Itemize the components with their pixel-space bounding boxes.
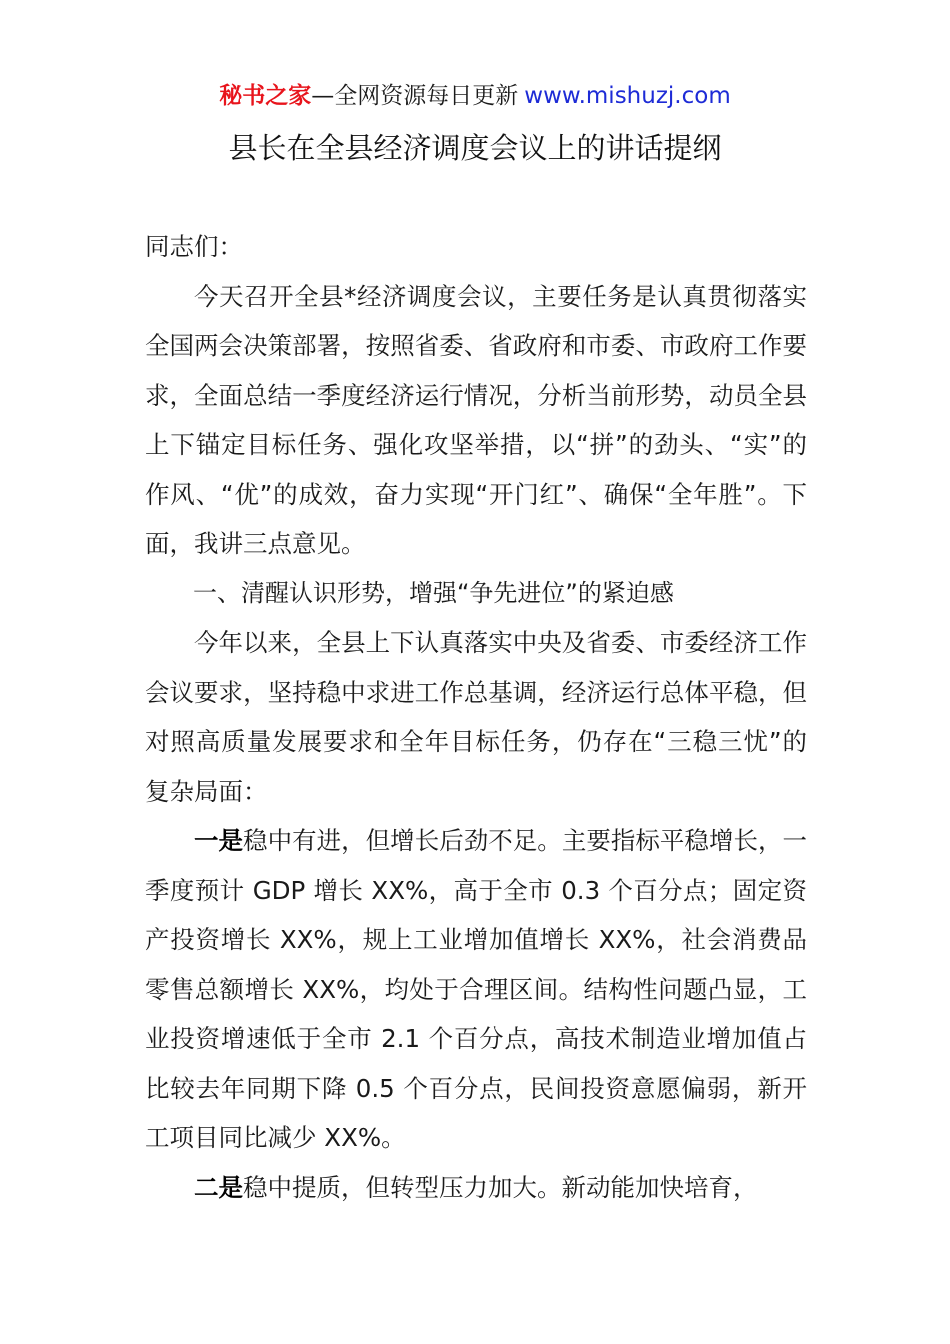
point-1-text: 稳中有进，但增长后劲不足。主要指标平稳增长，一季度预计 GDP 增长 XX%，高于全市 0.3 个百分点；固定资产投资增长 XX%，规上工业增加值增长 XX%，社会消费品零售总额增长 XX%，均处于合理区间。结构性问题凸显，工业投资增速低于全市 2.1 个百分点，高技术制造业增加值占比较去年同期下降 0.5 个百分点，民间投资意愿偏弱，新开工项目同比减少 XX%。: [145, 826, 808, 1152]
site-url-link[interactable]: www.mishuzj.com: [524, 83, 731, 109]
intro-paragraph: 今天召开全县*经济调度会议，主要任务是认真贯彻落实全国两会决策部署，按照省委、省政府和市委、市政府工作要求，全面总结一季度经济运行情况，分析当前形势，动员全县上下锚定目标任务、强化攻坚举措，以“拼”的劲头、“实”的作风、“优”的成效，奋力实现“开门红”、确保“全年胜”。下面，我讲三点意见。: [145, 281, 807, 558]
point-2-lead: 二是: [194, 1172, 243, 1202]
point-1-lead: 一是: [194, 826, 244, 855]
situation-paragraph: 今年以来，全县上下认真落实中央及省委、市委经济工作会议要求，坚持稳中求进工作总基调，经济运行总体平稳，但对照高质量发展要求和全年目标任务，仍存在“三稳三忧”的复杂局面：: [145, 628, 807, 806]
header-tagline: —全网资源每日更新: [311, 83, 519, 109]
brand-name: 秘书之家: [219, 83, 312, 109]
point-1-paragraph: [145, 816, 807, 1163]
document-body: [145, 222, 807, 1212]
document-title: 县长在全县经济调度会议上的讲话提纲: [228, 131, 722, 165]
salutation: 同志们：: [145, 232, 243, 261]
section-heading: 一、清醒认识形势，增强“争先进位”的紧迫感: [193, 578, 674, 607]
point-2-paragraph: [145, 1163, 807, 1213]
point-2-text: 稳中提质，但转型压力加大。新动能加快培育，: [243, 1172, 758, 1202]
site-header: [0, 80, 950, 112]
